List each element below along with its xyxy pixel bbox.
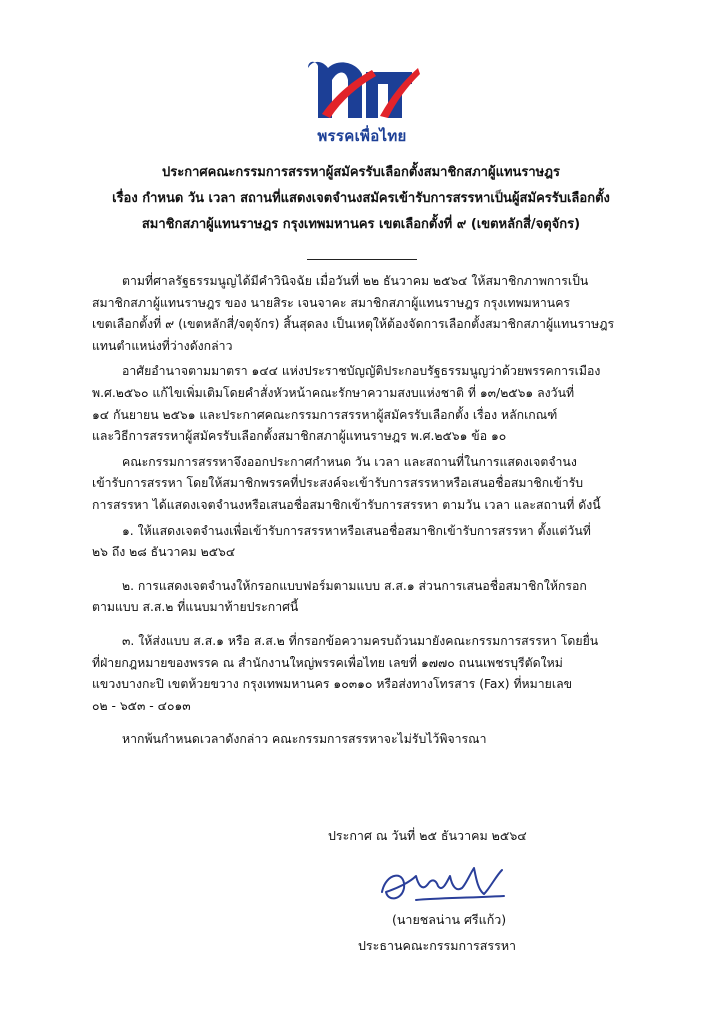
announcement-body [92,271,682,751]
title-line: ประกาศคณะกรรมการสรรหาผู้สมัครรับเลือกตั้งสมาชิกสภาผู้แทนราษฎร [162,165,560,180]
body-line: แขวงบางกะปิ เขตห้วยขวาง กรุงเทพมหานคร ๑๐๓๑๐ หรือส่งทางโทรสาร (Fax) ที่หมายเลข [92,677,573,692]
body-line: เข้ารับการสรรหา โดยให้สมาชิกพรรคที่ประสงค์จะเข้ารับการสรรหาหรือเสนอชื่อสมาชิกเข้ารับ [92,476,584,491]
body-line: ๒. การแสดงเจตจำนงให้กรอกแบบฟอร์มตามแบบ ส.ส.๑ ส่วนการเสนอชื่อสมาชิกให้กรอก [122,578,587,593]
body-line: และวิธีการสรรหาผู้สมัครรับเลือกตั้งสมาชิกสภาผู้แทนราษฎร พ.ศ.๒๕๖๑ ข้อ ๑๐ [92,429,507,444]
party-logo-mark [302,58,422,128]
body-line: ๑. ให้แสดงเจตจำนงเพื่อเข้ารับการสรรหาหรือเสนอชื่อสมาชิกเข้ารับการสรรหา ตั้งแต่วันที่ [122,523,591,538]
body-line: คณะกรรมการสรรหาจึงออกประกาศกำหนด วัน เวลา และสถานที่ในการแสดงเจตจำนง [122,454,577,469]
party-name: พรรคเพื่อไทย [317,127,407,145]
body-line: ๑๔ กันยายน ๒๕๖๑ และประกาศคณะกรรมการสรรหาผู้สมัครรับเลือกตั้ง เรื่อง หลักเกณฑ์ [92,407,558,422]
body-line: ที่ฝ่ายกฎหมายของพรรค ณ สำนักงานใหญ่พรรคเพื่อไทย เลขที่ ๑๗๗๐ ถนนเพชรบุรีตัดใหม่ [92,655,563,670]
title-line: สมาชิกสภาผู้แทนราษฎร กรุงเทพมหานคร เขตเลือกตั้งที่ ๙ (เขตหลักสี่/จตุจักร) [141,217,581,232]
body-line: ๒๖ ถึง ๒๘ ธันวาคม ๒๕๖๔ [92,545,236,560]
body-line: สมาชิกสภาผู้แทนราษฎร ของ นายสิระ เจนจาคะ สมาชิกสภาผู้แทนราษฎร กรุงเทพมหานคร [92,295,571,310]
body-line: อาศัยอำนาจตามมาตรา ๑๔๔ แห่งประราชบัญญัติประกอบรัฐธรรมนูญว่าด้วยพรรคการเมือง [122,364,601,379]
body-line: การสรรหา ได้แสดงเจตจำนงหรือเสนอชื่อสมาชิกเข้ารับการสรรหา ตามวัน เวลา และสถานที่ ดังนี้ [92,497,601,512]
announcement-date: ประกาศ ณ วันที่ ๒๕ ธันวาคม ๒๕๖๔ [328,828,527,843]
signer-name: (นายชลน่าน ศรีแก้ว) [392,912,507,927]
body-line: ตามแบบ ส.ส.๒ ที่แนบมาท้ายประกาศนี้ [92,600,299,615]
title-line: เรื่อง กำหนด วัน เวลา สถานที่แสดงเจตจำนงสมัครเข้ารับการสรรหาเป็นผู้สมัครรับเลือกตั้ง [112,191,610,206]
body-line: แทนตำแหน่งที่ว่างดังกล่าว [92,338,233,353]
body-line: ๐๒ - ๖๕๓ - ๔๐๑๓ [92,698,191,713]
body-line: หากพ้นกำหนดเวลาดังกล่าว คณะกรรมการสรรหาจะไม่รับไว้พิจารณา [122,732,487,747]
title-divider [307,259,417,260]
signer-role: ประธานคณะกรรมการสรรหา [358,938,517,953]
body-line: ๓. ให้ส่งแบบ ส.ส.๑ หรือ ส.ส.๒ ที่กรอกข้อความครบถ้วนมายังคณะกรรมการสรรหา โดยยื่น [122,633,599,648]
body-line: พ.ศ.๒๕๖๐ แก้ไขเพิ่มเติมโดยคำสั่งหัวหน้าคณะรักษาความสงบแห่งชาติ ที่ ๑๓/๒๕๖๑ ลงวันที่ [92,385,575,400]
announcement-title [60,160,662,238]
signature [376,862,520,908]
signature-image [376,862,520,908]
body-line: เขตเลือกตั้งที่ ๙ (เขตหลักสี่/จตุจักร) สิ้นสุดลง เป็นเหตุให้ต้องจัดการเลือกตั้งสมาชิกสภาผู้แทนราษฎร [92,317,615,332]
body-line: ตามที่ศาลรัฐธรรมนูญได้มีคำวินิจฉัย เมื่อวันที่ ๒๒ ธันวาคม ๒๕๖๔ ให้สมาชิกภาพการเป็น [122,274,589,288]
